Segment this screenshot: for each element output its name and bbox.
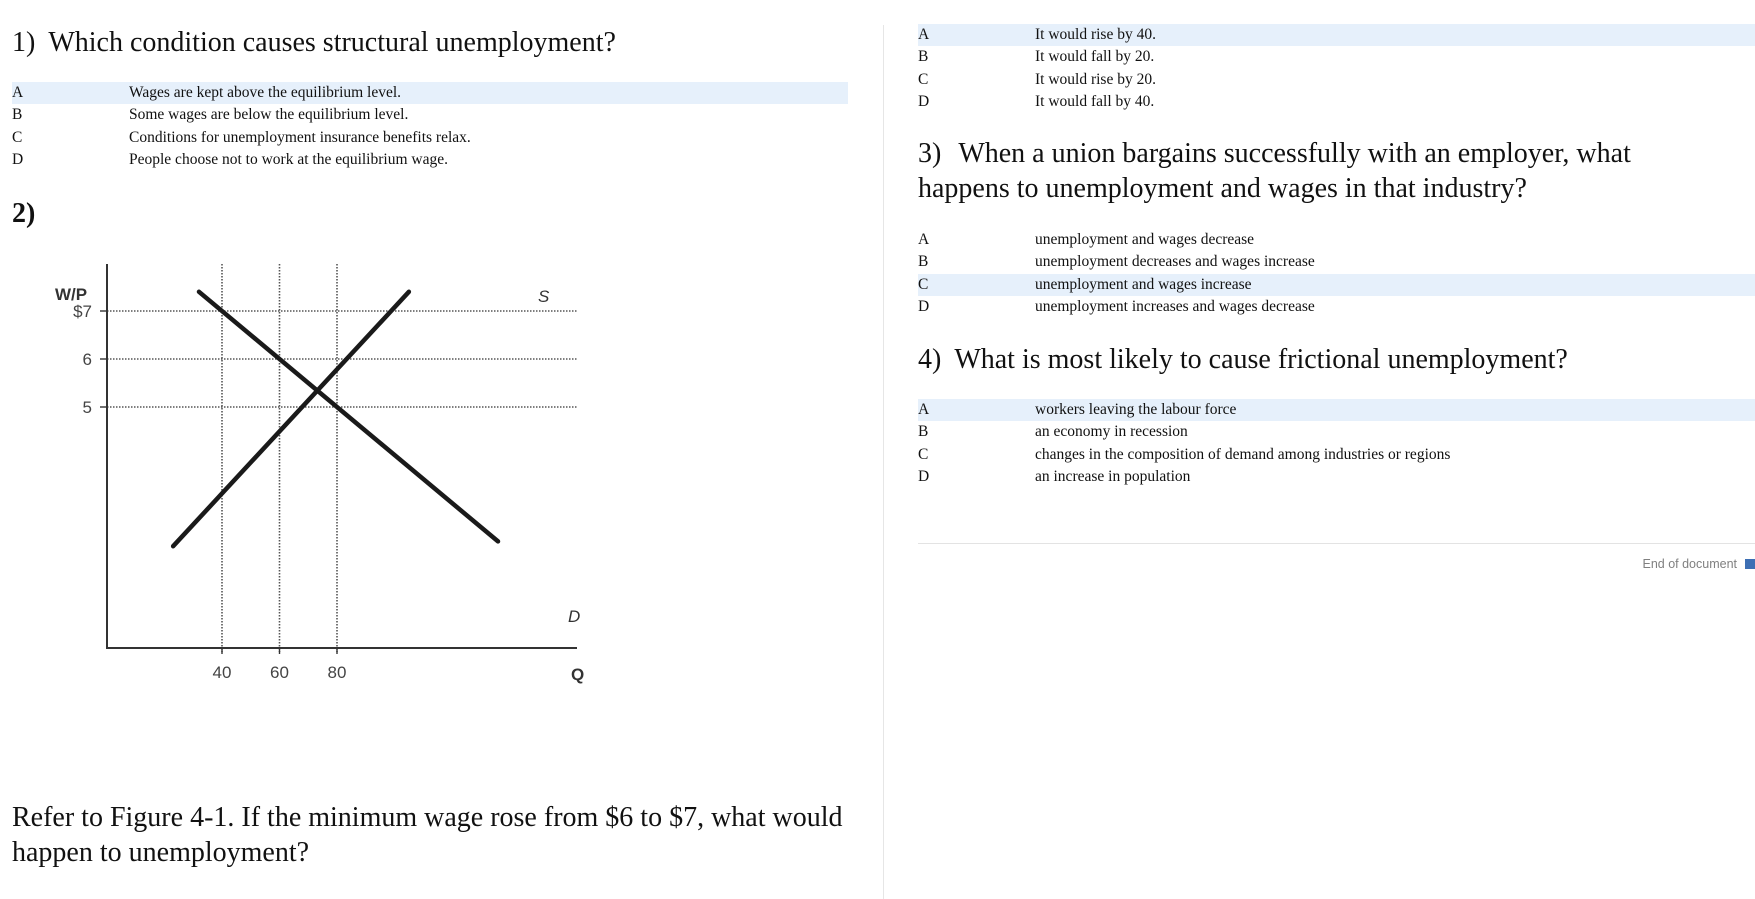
option-text: unemployment and wages increase [1035,275,1252,293]
q1-option-d[interactable] [12,149,848,171]
series-S-label: S [538,287,550,306]
x-axis-label: Q [571,665,585,684]
q3-option-a[interactable] [918,229,1755,251]
option-letter: C [918,70,929,88]
end-of-document [1642,557,1755,571]
option-text: changes in the composition of demand among industries or regions [1035,445,1451,463]
question-3-text: When a union bargains successfully with an employer, what happens to unemployment and wages in that industry? [918,138,1631,204]
end-of-document-label: End of document [1642,557,1737,571]
y-tick-label: $7 [73,302,92,321]
x-tick-label: 60 [270,663,289,682]
option-letter: B [12,106,23,124]
x-tick-label: 40 [212,663,232,682]
option-text: Conditions for unemployment insurance benefits relax. [129,128,471,146]
option-text: It would rise by 20. [1035,70,1156,88]
question-1-number: 1) [12,27,36,58]
q3-option-c[interactable] [918,274,1755,296]
q3-option-b[interactable] [918,251,1755,273]
question-4-options [918,399,1755,488]
option-text: an increase in population [1035,467,1191,485]
question-3-number: 3) [918,138,942,169]
q1-option-c[interactable] [12,127,848,149]
series-D-label: D [568,607,581,626]
q3-option-d[interactable] [918,296,1755,318]
question-1-text: Which condition causes structural unemployment? [48,27,616,58]
q1-option-a[interactable] [12,82,848,104]
question-2-number: 2) [12,198,36,229]
question-4-title [918,342,1718,377]
option-letter: D [918,467,930,485]
question-4-number: 4) [918,344,942,375]
question-2-options [918,24,1755,113]
chart-axes [100,264,577,654]
option-text: Some wages are below the equilibrium level. [129,106,409,124]
option-text: an economy in recession [1035,423,1188,441]
option-text: Wages are kept above the equilibrium level. [129,84,402,101]
question-3-title [918,136,1718,206]
column-divider [883,25,884,899]
option-letter: D [918,297,930,315]
question-4-text: What is most likely to cause frictional unemployment? [954,344,1568,375]
option-text: It would fall by 20. [1035,48,1155,66]
q4-option-c[interactable] [918,444,1755,466]
y-tick-label: 6 [82,350,92,369]
q1-option-b[interactable] [12,104,848,126]
x-tick-label: 80 [327,663,347,682]
option-letter: C [12,128,23,146]
option-letter: C [918,445,929,463]
end-marker-icon [1745,559,1755,569]
q4-option-a[interactable] [918,399,1755,421]
option-letter: B [918,253,929,271]
reference-lines [107,264,577,652]
option-text: People choose not to work at the equilibrium wage. [129,150,448,168]
option-letter: A [918,231,930,248]
option-letter: B [918,48,929,66]
option-text: workers leaving the labour force [1035,401,1237,418]
y-tick-label: 5 [82,398,92,417]
option-letter: A [12,84,24,101]
q4-option-d[interactable] [918,466,1755,488]
option-letter: A [918,26,930,43]
series-S-line [173,292,409,546]
right-column [918,0,1755,899]
question-1-title [12,25,616,60]
option-letter: D [918,92,930,110]
question-3-options [918,229,1755,318]
option-letter: C [918,275,929,293]
question-1-options [12,82,848,171]
series-D-line [199,292,498,542]
q2-option-a[interactable] [918,24,1755,46]
supply-demand-chart [55,282,660,772]
option-text: unemployment and wages decrease [1035,231,1255,248]
option-letter: B [918,423,929,441]
option-letter: A [918,401,930,418]
q4-option-b[interactable] [918,421,1755,443]
y-axis-label: W/P [55,285,88,304]
chart-labels [55,285,584,684]
q2-option-b[interactable] [918,46,1755,68]
end-divider [918,543,1755,544]
option-text: It would rise by 40. [1035,26,1156,43]
question-2-stem: Refer to Figure 4-1. If the minimum wage rose from $6 to $7, what would happen to unemployment? [12,802,843,868]
q2-option-c[interactable] [918,69,1755,91]
option-text: unemployment decreases and wages increase [1035,253,1315,271]
option-letter: D [12,150,24,168]
option-text: unemployment increases and wages decrease [1035,297,1315,315]
option-text: It would fall by 40. [1035,92,1155,110]
figure-4-1 [55,282,660,772]
q2-option-d[interactable] [918,91,1755,113]
